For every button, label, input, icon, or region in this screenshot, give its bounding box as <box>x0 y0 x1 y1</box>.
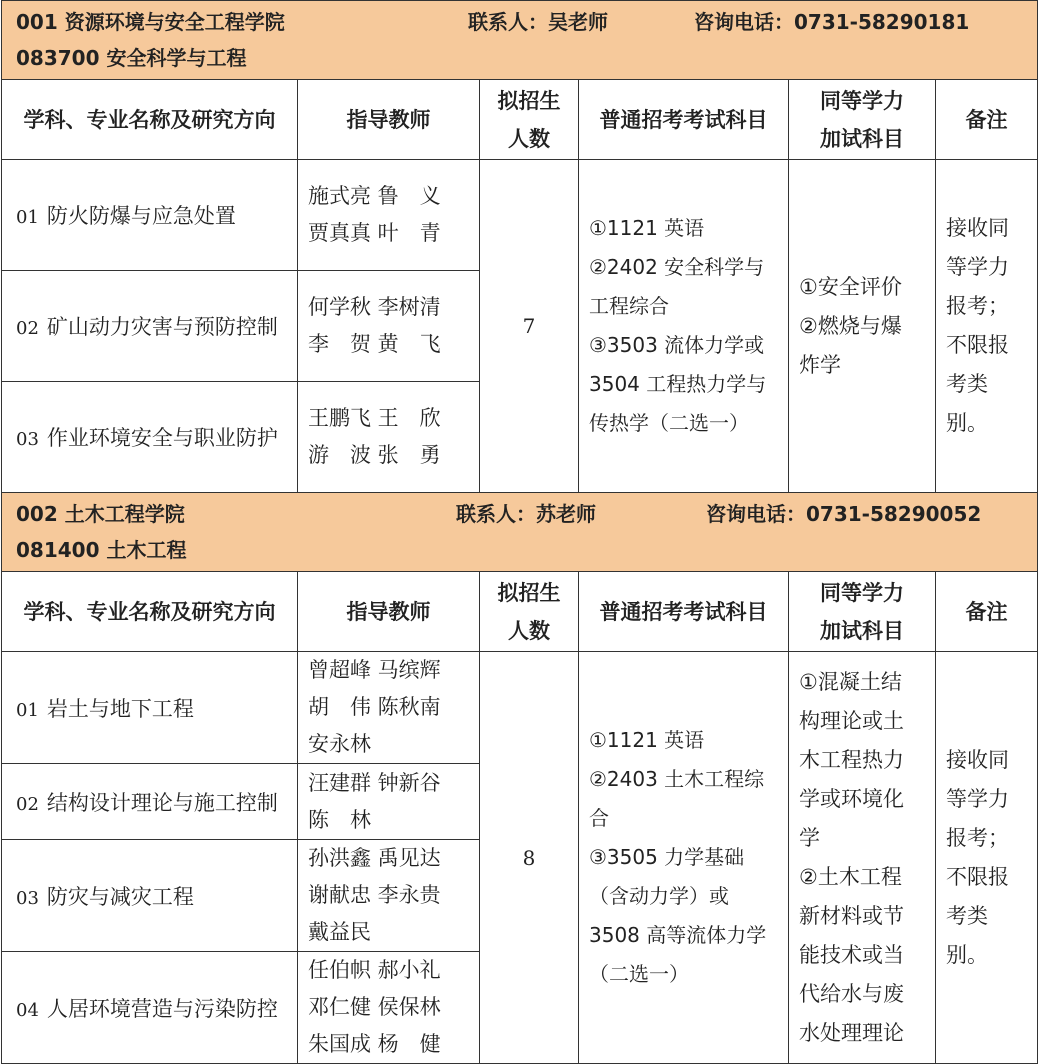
supervisor-line: 贾真真 叶 青 <box>308 221 441 245</box>
additional-subjects: ①安全评价 ②燃烧与爆 炸学 <box>789 160 936 493</box>
direction-name: 防灾与减灾工程 <box>46 884 194 909</box>
supervisors <box>298 764 480 840</box>
research-direction <box>2 382 298 493</box>
supervisors <box>298 271 480 382</box>
direction-name: 岩土与地下工程 <box>46 696 194 721</box>
exam-subjects: ①1121 英语 ②2402 安全科学与 工程综合 ③3503 流体力学或 3504 工程热力学与 传热学（二选一） <box>579 160 789 493</box>
supervisor-line: 谢献忠 李永贵 <box>308 883 441 907</box>
column-header: 学科、专业名称及研究方向 <box>2 572 298 652</box>
supervisor-line: 安永林 <box>308 732 371 756</box>
column-header: 拟招生 人数 <box>480 572 579 652</box>
supervisor-line: 施式亮 鲁 义 <box>308 184 441 208</box>
supervisor-line: 曾超峰 马缤辉 <box>308 658 441 682</box>
column-header: 备注 <box>936 80 1038 160</box>
direction-name: 矿山动力灾害与预防控制 <box>46 315 278 339</box>
supervisor-line: 汪建群 钟新谷 <box>308 770 441 795</box>
column-header: 指导教师 <box>298 572 480 652</box>
supervisor-line: 邓仁健 侯保林 <box>308 995 441 1019</box>
direction-number: 02 <box>16 318 39 339</box>
column-header: 拟招生 人数 <box>480 80 579 160</box>
supervisors <box>298 160 480 271</box>
supervisor-line: 何学秋 李树清 <box>308 295 441 319</box>
supervisor-line: 戴益民 <box>308 920 371 944</box>
college-name: 002 土木工程学院 <box>16 502 185 526</box>
supervisor-line: 朱国成 杨 健 <box>308 1032 441 1056</box>
research-direction <box>2 952 298 1064</box>
column-header: 同等学力 加试科目 <box>789 80 936 160</box>
contact-person: 联系人：苏老师 <box>456 502 596 526</box>
supervisors <box>298 652 480 764</box>
research-direction <box>2 652 298 764</box>
research-direction <box>2 764 298 840</box>
column-header: 普通招考考试科目 <box>579 572 789 652</box>
remarks: 接收同 等学力 报考； 不限报 考类 别。 <box>936 652 1038 1064</box>
additional-subjects: ①混凝土结 构理论或土 木工程热力 学或环境化 学 ②土木工程 新材料或节 能技术或当 代给水与废 水处理理论 <box>789 652 936 1064</box>
direction-number: 04 <box>16 999 39 1021</box>
contact-phone: 咨询电话：0731-58290052 <box>706 502 982 526</box>
research-direction <box>2 840 298 952</box>
college-name: 001 资源环境与安全工程学院 <box>16 10 285 34</box>
supervisor-line: 游 波 张 勇 <box>308 443 441 467</box>
direction-name: 人居环境营造与污染防控 <box>46 996 278 1021</box>
contact-phone: 咨询电话：0731-58290181 <box>694 10 970 34</box>
supervisors <box>298 952 480 1064</box>
supervisor-line: 胡 伟 陈秋南 <box>308 695 441 719</box>
direction-name: 结构设计理论与施工控制 <box>46 790 278 815</box>
supervisor-line: 王鹏飞 王 欣 <box>308 406 441 430</box>
major-name: 083700 安全科学与工程 <box>16 46 247 70</box>
supervisors <box>298 840 480 952</box>
major-name: 081400 土木工程 <box>16 538 187 562</box>
direction-number: 02 <box>16 793 39 815</box>
remarks: 接收同 等学力 报考； 不限报 考类 别。 <box>936 160 1038 493</box>
column-header: 备注 <box>936 572 1038 652</box>
research-direction <box>2 160 298 271</box>
direction-number: 03 <box>16 429 39 450</box>
supervisor-line: 陈 林 <box>308 807 371 832</box>
direction-number: 03 <box>16 887 39 909</box>
exam-subjects: ①1121 英语 ②2403 土木工程综 合 ③3505 力学基础 （含动力学）或 3508 高等流体力学 （二选一） <box>579 652 789 1064</box>
research-direction <box>2 271 298 382</box>
direction-name: 防火防爆与应急处置 <box>46 204 236 228</box>
column-header: 同等学力 加试科目 <box>789 572 936 652</box>
enrollment-count: 7 <box>480 160 579 493</box>
college-header-2 <box>2 493 1038 572</box>
contact-person: 联系人：吴老师 <box>468 10 608 34</box>
admissions-table <box>1 0 1038 1064</box>
column-header: 学科、专业名称及研究方向 <box>2 80 298 160</box>
direction-name: 作业环境安全与职业防护 <box>46 426 278 450</box>
column-header: 指导教师 <box>298 80 480 160</box>
enrollment-count: 8 <box>480 652 579 1064</box>
supervisor-line: 孙洪鑫 禹见达 <box>308 846 441 870</box>
supervisor-line: 任伯帜 郝小礼 <box>308 958 441 982</box>
direction-number: 01 <box>16 699 39 721</box>
supervisors <box>298 382 480 493</box>
supervisor-line: 李 贺 黄 飞 <box>308 332 441 356</box>
direction-number: 01 <box>16 207 39 228</box>
college-header-1 <box>2 1 1038 80</box>
column-header: 普通招考考试科目 <box>579 80 789 160</box>
